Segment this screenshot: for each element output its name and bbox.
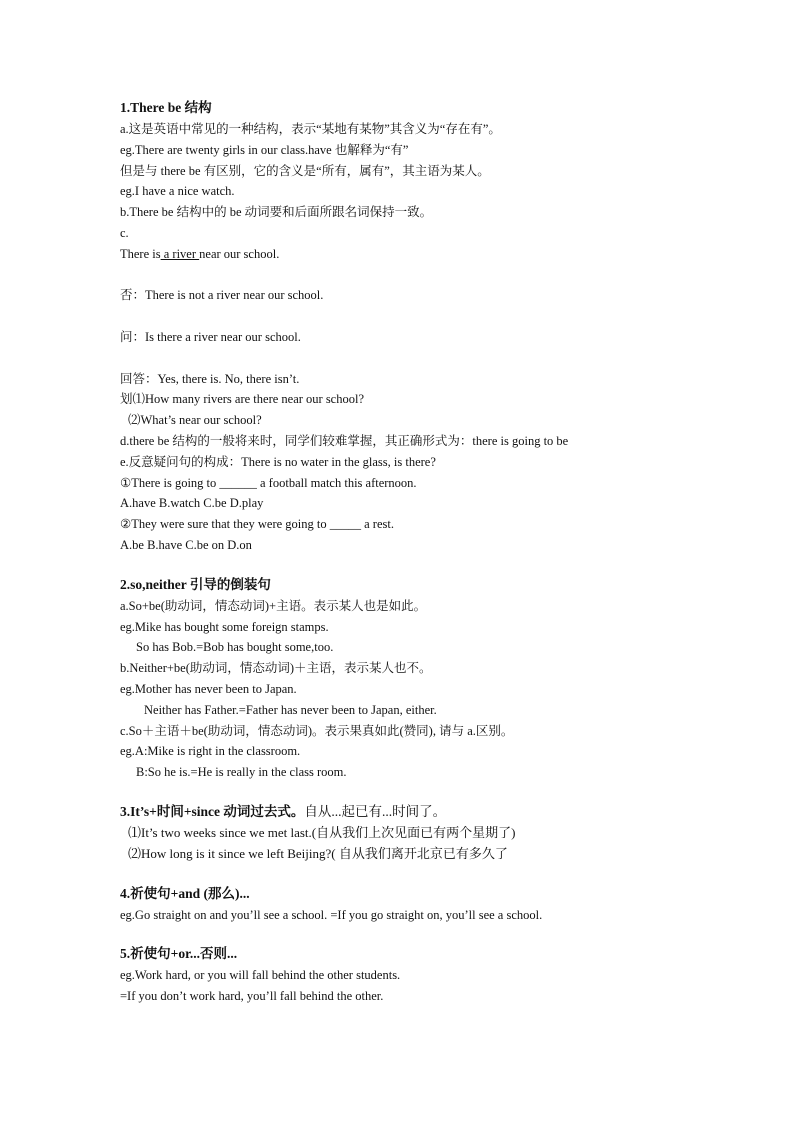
s1-example-1: eg.There are twenty girls in our class.have 也解释为“有”	[120, 142, 409, 157]
s1-statement-post: near our school.	[199, 246, 280, 261]
s1-point-e: e.反意疑问句的构成：There is no water in the glass, is there?	[120, 454, 436, 469]
s1-hua-2: ⑵What’s near our school?	[128, 413, 262, 428]
s2-point-b: b.Neither+be(助动词，情态动词)＋主语，表示某人也不。	[120, 661, 432, 676]
s3-line-2: ⑵How long is it since we left Beijing?( 自从我们离开北京已有多久了	[128, 845, 508, 861]
section-2-heading: 2.so,neither 引导的倒装句	[120, 576, 271, 592]
s1-example-2: eg.I have a nice watch.	[120, 184, 235, 199]
s1-contrast: 但是与 there be 有区别，它的含义是“所有，属有”，其主语为某人。	[120, 163, 490, 178]
s4-example: eg.Go straight on and you’ll see a school. =If you go straight on, you’ll see a school.	[120, 907, 543, 922]
s1-point-b: b.There be 结构中的 be 动词要和后面所跟名词保持一致。	[120, 205, 433, 220]
section-5-heading: 5.祈使句+or...否则...	[120, 946, 238, 962]
s1-hua-1: 划⑴How many rivers are there near our school?	[120, 392, 365, 407]
s1-statement-pre: There is	[120, 246, 161, 261]
s1-statement-underlined: a river	[160, 246, 200, 261]
s2-example-2b: Neither has Father.=Father has never been to Japan, either.	[144, 702, 437, 717]
s1-answer: 回答：Yes, there is. No, there isn’t.	[120, 371, 300, 386]
s1-exercise-2-options: A.be B.have C.be on D.on	[120, 537, 252, 552]
section-3-heading	[120, 801, 760, 823]
s1-exercise-1-options: A.have B.watch C.be D.play	[120, 496, 264, 511]
s2-example-1b: So has Bob.=Bob has bought some,too.	[136, 640, 334, 655]
s3-heading-rest: 自从...起已有...时间了。	[304, 803, 447, 819]
document-body	[120, 97, 760, 1007]
s1-exercise-1: ①There is going to ______ a football match this afternoon.	[120, 475, 417, 490]
s2-example-3: eg.A:Mike is right in the classroom.	[120, 744, 301, 759]
section-4-heading: 4.祈使句+and (那么)...	[120, 885, 250, 901]
s1-exercise-2: ②They were sure that they were going to _____ a rest.	[120, 517, 394, 532]
s1-negative: 否：There is not a river near our school.	[120, 288, 324, 303]
s2-example-2: eg.Mother has never been to Japan.	[120, 681, 297, 696]
s3-line-1: ⑴It’s two weeks since we met last.(自从我们上次见面已有两个星期了)	[128, 824, 516, 840]
s2-example-3b: B:So he is.=He is really in the class room.	[136, 765, 347, 780]
s2-example-1: eg.Mike has bought some foreign stamps.	[120, 619, 329, 634]
s1-point-c: c.	[120, 225, 129, 240]
s3-heading-bold: 3.It’s+时间+since 动词过去式。	[120, 803, 305, 819]
s5-example-1: eg.Work hard, or you will fall behind the other students.	[120, 968, 401, 983]
s5-example-2: =If you don’t work hard, you’ll fall behind the other.	[120, 989, 384, 1004]
s1-statement	[120, 244, 760, 265]
s1-question: 问：Is there a river near our school.	[120, 329, 301, 344]
s2-point-c: c.So＋主语＋be(助动词，情态动词)。表示果真如此(赞同), 请与 a.区别。	[120, 723, 514, 738]
s1-point-a: a.这是英语中常见的一种结构，表示“某地有某物”其含义为“存在有”。	[120, 122, 501, 136]
section-1-heading: 1.There be 结构	[120, 100, 212, 115]
s1-point-d: d.there be 结构的一般将来时，同学们较难掌握，其正确形式为：there is going to be	[120, 433, 569, 448]
s2-point-a: a.So+be(助动词，情态动词)+主语。表示某人也是如此。	[120, 598, 427, 613]
